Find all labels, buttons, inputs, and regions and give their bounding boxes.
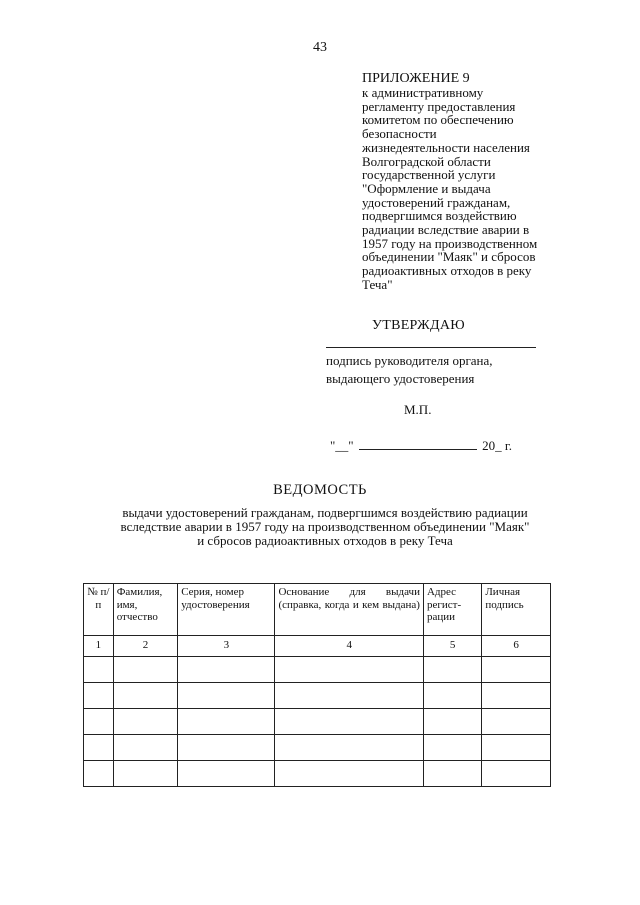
document-subtitle bbox=[80, 506, 570, 548]
table-cell bbox=[423, 761, 481, 787]
table-cell bbox=[178, 683, 275, 709]
appendix-line: Теча" bbox=[362, 276, 393, 292]
appendix-line: объединении "Маяк" и сбросов bbox=[362, 249, 536, 265]
header-cell-certificate: Серия, номер удостоверения bbox=[178, 584, 275, 636]
table-cell bbox=[482, 657, 551, 683]
stamp-placeholder: М.П. bbox=[404, 402, 432, 417]
header-cell-fullname: Фамилия, имя, отчество bbox=[113, 584, 178, 636]
appendix-line: государственной услуги bbox=[362, 167, 496, 183]
table-row bbox=[84, 709, 551, 735]
signature-caption bbox=[326, 352, 493, 388]
table-cell bbox=[275, 657, 423, 683]
signature-caption-line: подпись руководителя органа, bbox=[326, 353, 493, 368]
table-cell bbox=[84, 657, 114, 683]
appendix-line: радиоактивных отходов в реку bbox=[362, 263, 532, 279]
appendix-line: подвергшимся воздействию bbox=[362, 208, 517, 224]
appendix-line: к административному bbox=[362, 85, 484, 100]
table-cell bbox=[482, 761, 551, 787]
table-cell bbox=[178, 735, 275, 761]
approval-heading: УТВЕРЖДАЮ bbox=[372, 318, 465, 333]
column-number: 2 bbox=[113, 636, 178, 657]
table-cell bbox=[423, 709, 481, 735]
appendix-line: радиации вследствие аварии в bbox=[362, 222, 530, 238]
table-cell bbox=[423, 683, 481, 709]
column-number: 5 bbox=[423, 636, 481, 657]
header-cell-address: Адрес регист-рации bbox=[423, 584, 481, 636]
page-number: 43 bbox=[313, 40, 327, 55]
subtitle-line: выдачи удостоверений гражданам, подвергшимся воздействию радиации bbox=[122, 505, 528, 520]
column-number: 6 bbox=[482, 636, 551, 657]
subtitle-line: вследствие аварии в 1957 году на производственном объединении "Маяк" bbox=[120, 519, 530, 534]
table-cell bbox=[275, 735, 423, 761]
column-number-row bbox=[84, 636, 551, 657]
column-number: 3 bbox=[178, 636, 275, 657]
table-cell bbox=[178, 761, 275, 787]
column-number: 4 bbox=[275, 636, 423, 657]
header-cell-number: № п/п bbox=[84, 584, 114, 636]
table-cell bbox=[178, 657, 275, 683]
approval-date bbox=[330, 438, 512, 454]
table-row bbox=[84, 735, 551, 761]
signature-line bbox=[326, 347, 536, 348]
table-cell bbox=[113, 709, 178, 735]
table-header-row bbox=[84, 584, 551, 636]
table-cell bbox=[275, 761, 423, 787]
table-cell bbox=[482, 709, 551, 735]
column-number: 1 bbox=[84, 636, 114, 657]
date-day: "__" bbox=[330, 438, 354, 453]
appendix-title: ПРИЛОЖЕНИЕ 9 bbox=[362, 71, 470, 86]
date-month-blank bbox=[359, 439, 477, 450]
table-cell bbox=[423, 657, 481, 683]
appendix-line: безопасности bbox=[362, 126, 437, 142]
table-cell bbox=[84, 735, 114, 761]
table-row bbox=[84, 761, 551, 787]
appendix-line: удостоверений гражданам, bbox=[362, 194, 511, 210]
table-row bbox=[84, 683, 551, 709]
table-cell bbox=[84, 709, 114, 735]
table-cell bbox=[84, 683, 114, 709]
table-cell bbox=[423, 735, 481, 761]
header-cell-signature: Личная подпись bbox=[482, 584, 551, 636]
appendix-line: регламенту предоставления bbox=[362, 98, 516, 114]
table-cell bbox=[275, 709, 423, 735]
appendix-line: комитетом по обеспечению bbox=[362, 112, 514, 128]
table-cell bbox=[113, 735, 178, 761]
appendix-line: Волгоградской области bbox=[362, 153, 491, 169]
table-cell bbox=[113, 657, 178, 683]
table-cell bbox=[482, 735, 551, 761]
register-table bbox=[83, 583, 551, 787]
table-cell bbox=[482, 683, 551, 709]
appendix-line: жизнедеятельности населения bbox=[362, 139, 530, 155]
table-cell bbox=[275, 683, 423, 709]
table-cell bbox=[178, 709, 275, 735]
date-year: 20_ г. bbox=[482, 438, 512, 453]
table-cell bbox=[113, 683, 178, 709]
table-cell bbox=[113, 761, 178, 787]
appendix-line: 1957 году на производственном bbox=[362, 235, 538, 251]
header-cell-basis: Основание для выдачи (справка, когда и кем выдана) bbox=[275, 584, 423, 636]
subtitle-line: и сбросов радиоактивных отходов в реку Теча bbox=[197, 533, 453, 548]
appendix-line: "Оформление и выдача bbox=[362, 180, 491, 196]
signature-caption-line: выдающего удостоверения bbox=[326, 371, 475, 386]
appendix-block bbox=[362, 72, 587, 292]
table-row bbox=[84, 657, 551, 683]
table-cell bbox=[84, 761, 114, 787]
document-title: ВЕДОМОСТЬ bbox=[273, 482, 367, 498]
